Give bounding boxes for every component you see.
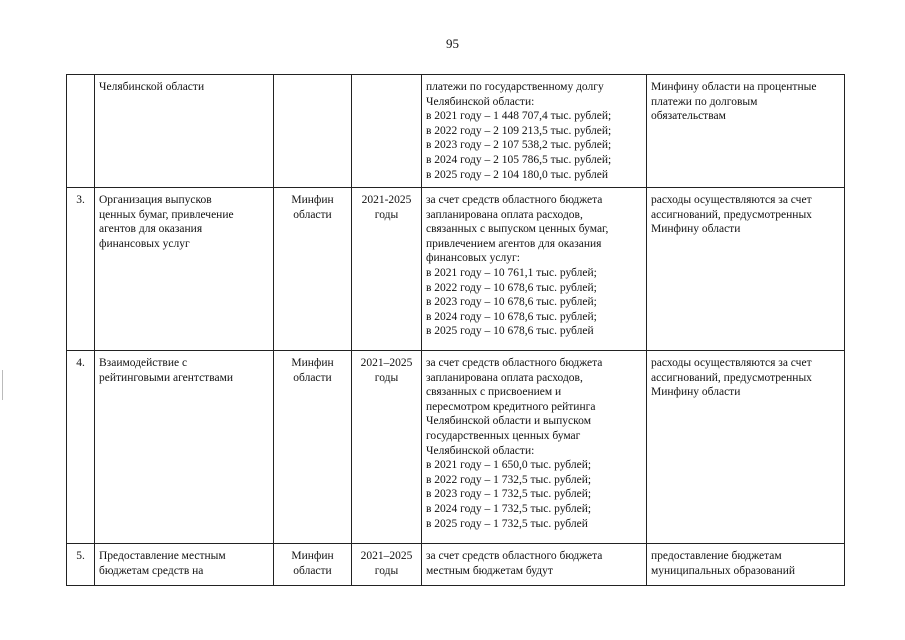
row-number-cell — [67, 75, 95, 188]
funding-line: в 2024 году – 1 732,5 тыс. рублей; — [426, 502, 592, 515]
measure-name-cell — [95, 188, 274, 351]
funding-line: государственных ценных бумаг — [426, 429, 581, 442]
period-line: годы — [374, 564, 399, 577]
funding-line: в 2021 году – 10 761,1 тыс. рублей; — [426, 266, 597, 279]
funding-line: в 2025 году – 2 104 180,0 тыс. рублей — [426, 168, 608, 181]
period-line: годы — [374, 208, 399, 221]
funding-line: в 2025 году – 1 732,5 тыс. рублей — [426, 517, 588, 530]
executor-line: области — [293, 371, 332, 384]
measure-name-cell — [95, 75, 274, 188]
period-line: 2021–2025 — [360, 357, 413, 369]
note-line: платежи по долговым — [651, 95, 758, 108]
executor-cell — [274, 75, 352, 188]
table-row — [67, 188, 845, 351]
scan-margin-mark — [2, 370, 3, 400]
executor-line: области — [293, 208, 332, 221]
funding-line: финансовых услуг: — [426, 252, 520, 265]
executor-cell — [274, 544, 352, 586]
page-number: 95 — [446, 36, 459, 51]
measure-name-line: ценных бумаг, привлечение — [99, 208, 234, 221]
funding-line: запланирована оплата расходов, — [426, 371, 583, 384]
period-line: годы — [374, 371, 399, 384]
executor-line: области — [293, 564, 332, 577]
table-row — [67, 75, 845, 188]
note-line: обязательствам — [651, 110, 726, 123]
note-line: Минфину области на процентные — [651, 81, 817, 93]
funding-line: в 2023 году – 2 107 538,2 тыс. рублей; — [426, 139, 612, 152]
row-number-cell: 5. — [67, 544, 95, 586]
funding-line: местным бюджетам будут — [426, 564, 553, 577]
funding-line: связанных с выпуском ценных бумаг, — [426, 223, 609, 236]
funding-cell — [422, 544, 647, 586]
note-cell — [647, 544, 845, 586]
measure-name-cell — [95, 351, 274, 544]
executor-cell — [274, 188, 352, 351]
measure-name-cell — [95, 544, 274, 586]
note-line: расходы осуществляются за счет — [651, 357, 812, 369]
funding-line: в 2023 году – 10 678,6 тыс. рублей; — [426, 296, 597, 309]
funding-line: в 2021 году – 1 650,0 тыс. рублей; — [426, 459, 592, 472]
note-line: ассигнований, предусмотренных — [651, 208, 812, 221]
period-cell — [352, 188, 422, 351]
funding-line: в 2024 году – 2 105 786,5 тыс. рублей; — [426, 153, 612, 166]
period-cell — [352, 75, 422, 188]
note-line: Минфину области — [651, 223, 741, 236]
executor-cell — [274, 351, 352, 544]
measure-name-line: Организация выпусков — [99, 194, 212, 206]
note-line: ассигнований, предусмотренных — [651, 371, 812, 384]
table-row — [67, 351, 845, 544]
funding-line: Челябинской области и выпуском — [426, 415, 591, 428]
note-line: муниципальных образований — [651, 564, 796, 577]
funding-line: в 2023 году – 1 732,5 тыс. рублей; — [426, 488, 592, 501]
measure-name-line: финансовых услуг — [99, 237, 190, 250]
executor-line: Минфин — [291, 550, 334, 562]
funding-line: Челябинской области: — [426, 444, 535, 457]
note-line: Минфину области — [651, 386, 741, 399]
row-number-cell: 3. — [67, 188, 95, 351]
measure-name-line: рейтинговыми агентствами — [99, 371, 234, 384]
funding-line: за счет средств областного бюджета — [426, 357, 603, 369]
measure-name-line: бюджетам средств на — [99, 564, 204, 577]
funding-line: в 2024 году – 10 678,6 тыс. рублей; — [426, 310, 597, 323]
funding-line: в 2022 году – 10 678,6 тыс. рублей; — [426, 281, 597, 294]
table-body — [67, 75, 845, 586]
funding-line: Челябинской области: — [426, 95, 535, 108]
funding-cell — [422, 75, 647, 188]
funding-cell — [422, 188, 647, 351]
measure-name-line: агентов для оказания — [99, 223, 203, 236]
period-line: 2021-2025 — [361, 194, 412, 206]
executor-line: Минфин — [291, 357, 334, 369]
measure-name-line: Взаимодействие с — [99, 357, 188, 369]
funding-line: в 2022 году – 2 109 213,5 тыс. рублей; — [426, 124, 612, 137]
note-cell — [647, 351, 845, 544]
funding-cell — [422, 351, 647, 544]
funding-line: платежи по государственному долгу — [426, 81, 604, 93]
row-number-cell: 4. — [67, 351, 95, 544]
period-cell — [352, 544, 422, 586]
note-line: расходы осуществляются за счет — [651, 194, 812, 206]
measure-name-line: Предоставление местным — [99, 550, 226, 562]
note-cell — [647, 75, 845, 188]
funding-line: в 2022 году – 1 732,5 тыс. рублей; — [426, 473, 592, 486]
funding-line: пересмотром кредитного рейтинга — [426, 400, 596, 413]
funding-line: привлечением агентов для оказания — [426, 237, 602, 250]
program-measures-table — [66, 74, 845, 586]
funding-line: за счет средств областного бюджета — [426, 194, 603, 206]
period-cell — [352, 351, 422, 544]
executor-line: Минфин — [291, 194, 334, 206]
measure-name-line: Челябинской области — [99, 81, 205, 93]
note-cell — [647, 188, 845, 351]
funding-line: за счет средств областного бюджета — [426, 550, 603, 562]
funding-line: запланирована оплата расходов, — [426, 208, 583, 221]
table-row — [67, 544, 845, 586]
funding-line: в 2021 году – 1 448 707,4 тыс. рублей; — [426, 110, 612, 123]
note-line: предоставление бюджетам — [651, 550, 782, 562]
funding-line: связанных с присвоением и — [426, 386, 562, 399]
funding-line: в 2025 году – 10 678,6 тыс. рублей — [426, 325, 594, 338]
period-line: 2021–2025 — [360, 550, 413, 562]
